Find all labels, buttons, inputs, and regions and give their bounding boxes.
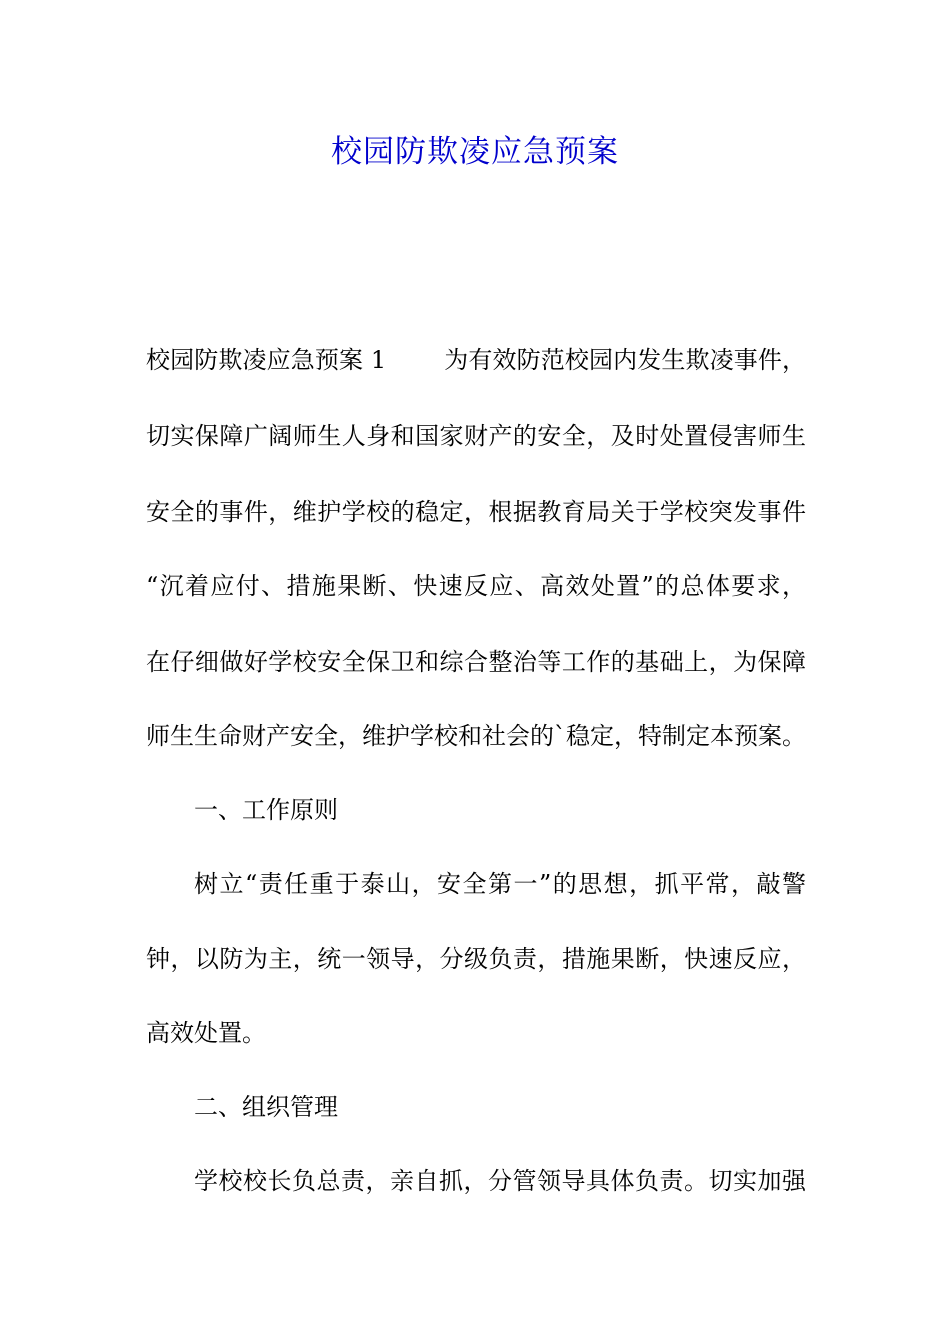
organization-line-1: 学校校长负总责，亲自抓，分管领导具体负责。切实加强 <box>194 1167 806 1195</box>
section-heading-organization: 二、组织管理 <box>194 1093 338 1121</box>
paragraph-line-3: 安全的事件，维护学校的稳定，根据教育局关于学校突发事件 <box>146 498 806 526</box>
plan-heading: 校园防欺凌应急预案 1 <box>146 346 387 374</box>
paragraph-line-6: 师生生命财产安全，维护学校和社会的`稳定，特制定本预案。 <box>146 722 806 750</box>
principles-line-1: 树立“责任重于泰山，安全第一”的思想，抓平常，敲警 <box>194 870 806 898</box>
principles-line-3: 高效处置。 <box>146 1019 266 1047</box>
paragraph-line-5: 在仔细做好学校安全保卫和综合整治等工作的基础上，为保障 <box>146 648 806 676</box>
document-title: 校园防欺凌应急预案 <box>331 134 619 170</box>
principles-line-2: 钟，以防为主，统一领导，分级负责，措施果断，快速反应， <box>146 945 806 973</box>
paragraph-line-4: “沉着应付、措施果断、快速反应、高效处置”的总体要求， <box>146 572 806 600</box>
paragraph-line-2: 切实保障广阔师生人身和国家财产的安全，及时处置侵害师生 <box>146 422 806 450</box>
paragraph-line-1 <box>146 343 806 377</box>
plan-intro-text: 为有效防范校园内发生欺凌事件， <box>444 346 806 374</box>
section-heading-principles: 一、工作原则 <box>194 796 338 824</box>
